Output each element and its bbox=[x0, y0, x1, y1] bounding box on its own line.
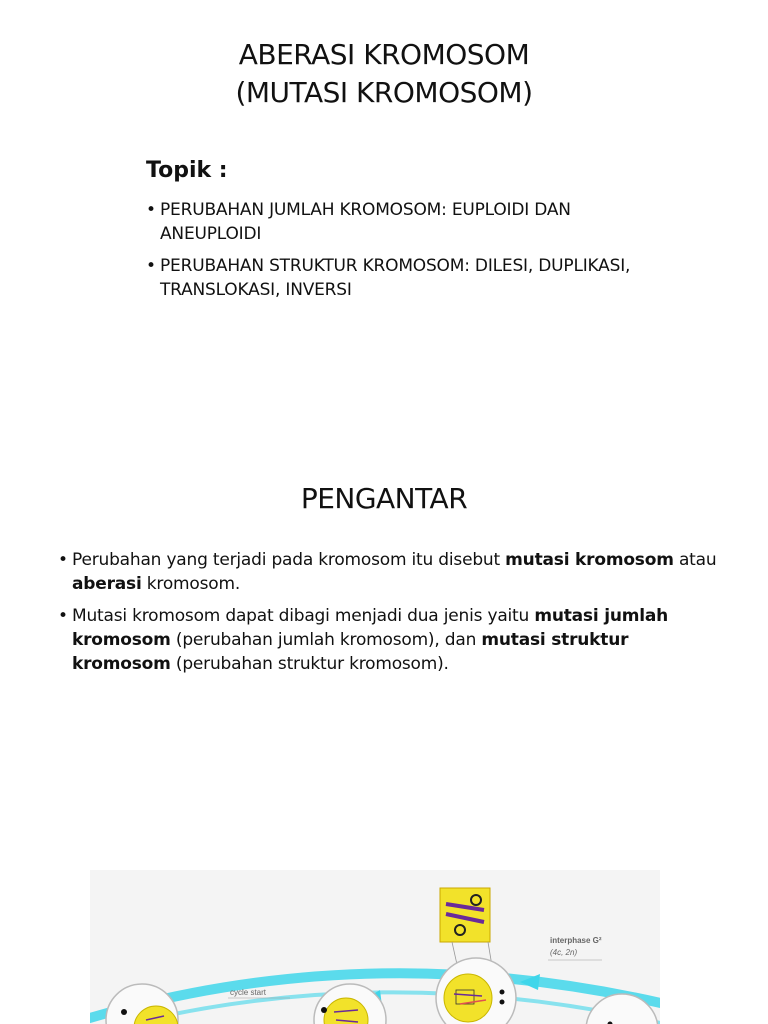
nucleus-icon bbox=[444, 974, 492, 1022]
list-item bbox=[146, 198, 636, 246]
list-item-text: PERUBAHAN STRUKTUR KROMOSOM: DILESI, DUPLIKASI, TRANSLOKASI, INVERSI bbox=[160, 256, 631, 300]
list-item bbox=[58, 548, 728, 596]
interphase-sublabel: (4c, 2n) bbox=[550, 948, 578, 957]
centrosome-icon bbox=[500, 990, 505, 995]
list-item bbox=[58, 604, 728, 676]
list-item-text: PERUBAHAN JUMLAH KROMOSOM: EUPLOIDI DAN ANEUPLOIDI bbox=[160, 200, 571, 244]
list-item-text: Mutasi kromosom dapat dibagi menjadi dua jenis yaitu mutasi jumlah kromosom (perubahan jumlah kromosom), dan mutasi struktur kromosom (perubahan struktur kromosom). bbox=[72, 606, 669, 674]
slide-pengantar bbox=[0, 440, 768, 840]
pengantar-list bbox=[58, 548, 728, 684]
centrosome-icon bbox=[321, 1007, 327, 1013]
topik-list bbox=[146, 198, 636, 310]
bullet-icon: • bbox=[146, 256, 156, 276]
bullet-icon: • bbox=[146, 200, 156, 220]
bold-term: mutasi jumlah kromosom bbox=[72, 606, 669, 650]
slide-title bbox=[0, 36, 768, 112]
bullet-icon: • bbox=[58, 550, 68, 570]
bold-term: aberasi bbox=[72, 574, 142, 594]
list-item bbox=[146, 254, 636, 302]
list-item-text: Perubahan yang terjadi pada kromosom itu disebut mutasi kromosom atau aberasi kromosom. bbox=[72, 550, 717, 594]
slide-title: PENGANTAR bbox=[300, 482, 468, 515]
centrosome-icon bbox=[500, 1000, 505, 1005]
slide-cell-cycle bbox=[0, 860, 768, 1024]
slide-aberasi-kromosom bbox=[0, 0, 768, 420]
cell-cycle-graphic bbox=[90, 870, 660, 1024]
title-line-1: ABERASI KROMOSOM bbox=[238, 38, 530, 71]
bold-term: mutasi struktur kromosom bbox=[72, 630, 629, 674]
title-line-2: (MUTASI KROMOSOM) bbox=[235, 76, 533, 109]
cell-cycle-diagram bbox=[90, 870, 660, 1024]
bold-term: mutasi kromosom bbox=[505, 550, 674, 570]
centrosome-icon bbox=[121, 1009, 127, 1015]
bullet-icon: • bbox=[58, 606, 68, 626]
cycle-start-label: cycle start bbox=[230, 988, 267, 997]
interphase-label: interphase G² bbox=[550, 936, 602, 945]
topik-heading: Topik : bbox=[146, 158, 228, 183]
